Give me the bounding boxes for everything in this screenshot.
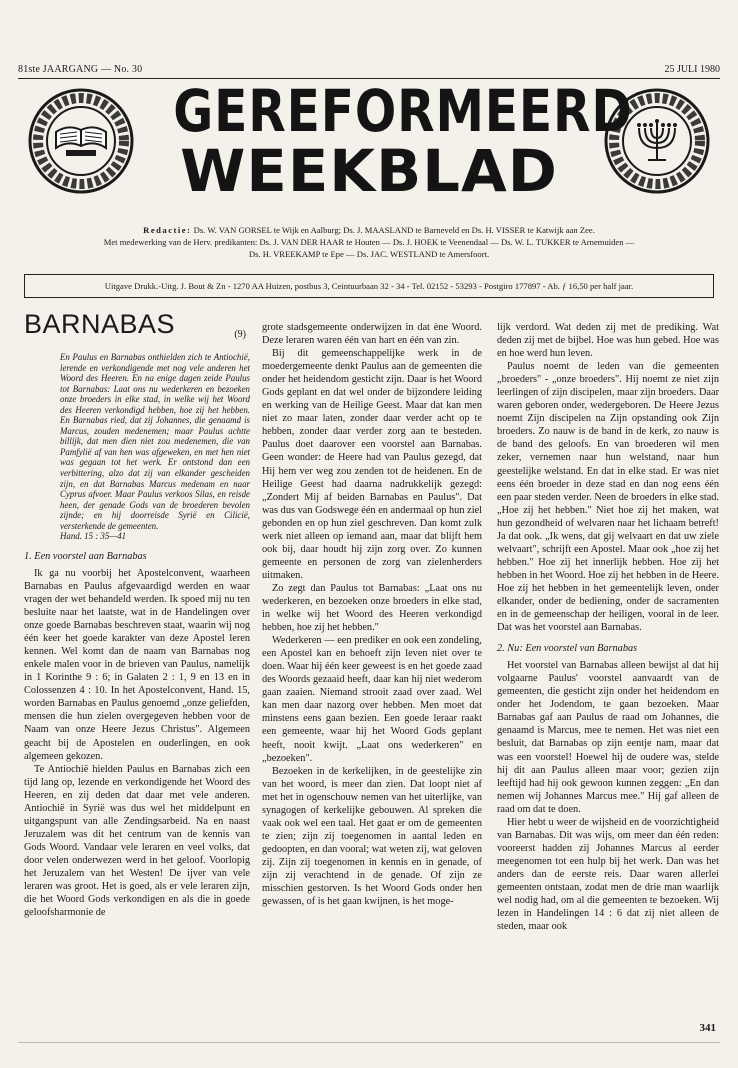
redactie-text: Ds. W. VAN GORSEL te Wijk en Aalburg; Ds. J. MAASLAND te Barneveld en Ds. H. VISSER te Katwijk aan Zee. <box>193 225 595 235</box>
column-1 <box>24 309 250 919</box>
column-3 <box>497 321 719 933</box>
paragraph: Bij dit gemeenschappelijke werk in de moedergemeente denkt Paulus aan de gemeenten die onder het heidendom gesticht zijn. Daar is het Woord Gods geplant en dat wel onder de bijzondere leiding en werking van de Heilige Geest. Maar dat kan men niet zo maar laten, zonder daar verder acht op te hebben, zonder daar verder zorg aan te besteden. Paulus doet daarover een voorstel aan Barnabas. Geen wonder: de Heere had van Paulus gezegd, dat Hij hem ver weg zou zenden tot de heidenen. En de Heilige Geest had daarna nadrukkelijk gezegd: „Zondert Mij af beiden Barnabas en Paulus". Dat was dus van Godswege één en andermaal op hun ziel gebonden en op hun ziel geschreven. Dan komt zulk werk niet alleen op iemand aan, maar dat blijft hem ook bij, daar houdt hij zijn zorg over. Zo kunnen gemeente en personen de zorg van zielenherders uitmaken. <box>262 348 482 581</box>
credits-line-2: Met medewerking van de Herv. predikanten: Ds. J. VAN DER HAAR te Houten — Ds. J. HOEK te Veenendaal — Ds. W. L. TUKKER te Arnemuiden — <box>103 237 635 247</box>
scripture-reference: Hand. 15 : 35—41 <box>60 531 127 542</box>
issue-date: 25 JULI 1980 <box>664 64 720 75</box>
paragraph: Bezoeken in de kerkelijken, in de geestelijke zin van het woord, is meer dan zien. Dat loopt niet af met het in ogenschouw nemen van het uiterlijke, van synagogen of kerkelijke gebouwen. Al spreken die vaak ook wel een taal. Het gaat er om de gemeenten te zien; zijn zij toegenomen in aantal leden en gedoopten, en dan vooral; wat weten zij, wat geloven zij. Zijn zij toegenomen in kennis en in genade, of zijn zij verachtend in de genade. Of zijn ze misschien gestorven. Is het Woord Gods onder hen gewassen, of is het gaan kwijnen, is het moge- <box>262 765 482 908</box>
credits-line-3: Ds. H. VREEKAMP te Epe — Ds. JAC. WESTLAND te Amersfoort. <box>248 249 490 259</box>
masthead-line-1: GEREFORMEERD <box>173 77 633 145</box>
publisher-box: Uitgave Drukk.-Uitg. J. Bout & Zn - 1270 AA Huizen, postbus 3, Ceintuurbaan 32 - 34 - Tel. 02152 - 53293 - Postgiro 177897 - Ab. ƒ 16,50 per half jaar. <box>24 274 714 298</box>
paragraph: Hier hebt u weer de wijsheid en de voorzichtigheid van Barnabas. Dit was wijs, om meer dan één reden: vooreerst hadden zij Johannes Marcus al eerder meegenomen tot een hulp bij het werk. Dan was het anders dan de eerste reis. Daar waren allerlei gemeenten ontstaan, zodat men de drie man waarlijk wel nodig had, om al die gemeenten te bezoeken. Wij lezen in Handelingen 14 : 6 dat zij niet alleen de steden, maar ook <box>497 816 719 933</box>
paragraph: Te Antiochië hielden Paulus en Barnabas zich een tijd lang op, lezende en verkondigende het Woord des Heeren, en zij deden dat daar met vele anderen. Antiochië in Syrië was dus wel het middelpunt en uitgangspunt van alle Zendingsarbeid. Na en naast Jeruzalem was dit het centrum van de kennis van Gods Woord. Vandaar vele leraren en veel volks, dat door velen onderwezen werd in het geloof. Voorlopig het Jeruzalem van het Westen! De ijver van vele leraren was groot. Het is goed, als er vele leraren zijn, die het Woord Gods verkondigen en als die in goede geloofsharmonie de <box>24 763 250 919</box>
paragraph: Wederkeren — een prediker en ook een zondeling, een Apostel kan en behoeft zijn leven niet over te doen. Waar hij één keer geweest is en het goede zaad des Woords gezaaid heeft, daar kan hij niet wederom gaan zaaien. Niemand strooit zaad over zaad. Wel kan men daar nazorg over hebben. Men moet dat minstens eens gaan bezien. Een goede leraar raakt een gemeente, waar hij het Woord Gods geplant heeft, nooit kwijt. „Laat ons wederkeren" en „bezoeken". <box>262 635 482 764</box>
article-title: BARNABAS <box>24 309 176 339</box>
column-2 <box>262 321 482 908</box>
credits <box>16 224 722 260</box>
paragraph: Ik ga nu voorbij het Apostelconvent, waarheen Barnabas en Paulus afgevaardigd werden en waar vragen der wet behandeld werden. Ik spoed mij nu ten besluite naar het laatste, wat in de Handelingen over onze goede Barnabas beschreven staat, waarin wij nog één keer het goede karakter van deze Apostel leren kennen. Wel komt dan de naam van Barnabas nog enkele malen voor in de brieven van Paulus, namelijk in 1 Korinthe 9 : 6; in Galaten 2 : 1, 9 en 13 en in Colossenzen 4 : 10. In het Apostelconvent, Hand. 15, worden Barnabas en Paulus genoemd „onze geliefden, mensen die hun zielen overgegeven hebben voor de Naam van onze Heere Jezus Christus". Algemeen geacht bij de Apostelen en ouderlingen, en ook algemeen gekozen. <box>24 567 250 762</box>
paragraph: Het voorstel van Barnabas alleen bewijst al dat hij volgaarne Paulus' voorstel aanvaardt van de gemeenten, die gesticht zijn onder het heidendom en onder het Jodendom, te gaan bezoeken. Maar Barnabas gaf aan Paulus de raad om Johannes, die genaamd is Marcus, mee te nemen. Het was niet een besluit, dat Barnabas op zijn eentje nam, maar dat was een voorstel! Hoewel hij de oudere was, stelde hij dit aan Paulus alleen maar voor; gezien zijn leeftijd had hij ook gewoon kunnen zeggen: „En dan nemen wij Johannes Marcus mee." Hij gaf alleen de raad om dat te doen. <box>497 660 719 815</box>
masthead-line-2: WEEKBLAD <box>180 137 558 205</box>
left-seal-icon <box>28 88 134 194</box>
paragraph: Zo zegt dan Paulus tot Barnabas: „Laat ons nu wederkeren, en bezoeken onze broeders in elke stad, in welke wij het Woord des Heeren verkondigd hebben, hoe zij het hebben." <box>262 582 482 634</box>
paragraph: lijk verdord. Wat deden zij met de prediking. Wat deden zij met de bijbel. Hoe was hun gebed. Hoe was en hoe werd hun leven. <box>497 322 719 360</box>
section-1-heading: 1. Een voorstel aan Barnabas <box>24 550 147 562</box>
paragraph: Paulus noemt de leden van die gemeenten „broeders" - „onze broeders". Hij noemt ze niet zijn leerlingen of zijn discipelen, maar zijn broeders. Daar waren geboren onder, wedergeboren. De Heere Jezus noemt Zijn discipelen na Zijn opstanding ook Zijn broeders. Zo nauw is de band in de kerk, zo nauw is de band des geloofs. En van broederen wil men zeker, vernemen naar hun welstand, naar hun geestelijke welstand. En dat in elke stad. Er was niet eens één broeder in deze stad en dan nog eens één een paar steden verder. Neen de broeders in elke stad. „Hoe zij het hebben." Niet hoe zij het maken, wat hun gezondheid of welvaren naar het lichaam betreft! Ja dat ook. „Ik wens, dat gij welvaart en dat uw ziele welvaart", schrijft een Apostel. Maar ook „hoe zij het hebben." Hoe zij het innerlijk hebben. Hoe zij het hebben in het Woord. Hoe zij het hebben in de Heere. Hoe zij het hebben in het gemeentelijk leven, onder elkander, onder de bediening, onder de sacramenten en in de gemeenschap der heiligen, vooral in de leer. Dat was het voorstel aan Barnabas. <box>497 361 719 634</box>
issue-line: 81ste JAARGANG — No. 30 <box>18 64 143 75</box>
article-number: (9) <box>234 329 246 340</box>
section-2-heading: 2. Nu: Een voorstel van Barnabas <box>497 643 638 655</box>
page-number: 341 <box>699 1022 716 1034</box>
bottom-rule <box>18 1042 720 1043</box>
redactie-label: Redactie: <box>143 225 192 235</box>
scripture-quote: En Paulus en Barnabas onthielden zich te Antiochië, lerende en verkondigende met nog vele anderen het Woord des Heeren. En na enige dagen zeide Paulus tot Barnabas: Laat ons nu wederkeren en bezoeken onze broeders in elke stad, in welke wij het Woord des Heeren verkondigd hebben, hoe zij het hebben. En Barnabas ried, dat zij Johannes, die genaamd is Marcus, zouden medenemen; maar Paulus achtte billijk, dat men dien niet zou medenemen, die van Pamfylië af van hen was afgeweken, en met hen niet was gegaan tot het werk. Er ontstond dan een verbittering, alzo dat zij van elkander gescheiden zijn, en dat Barnabas Marcus medenam en naar Cyprus afvoer. Maar Paulus verkoos Silas, en reisde heen, der genade Gods van de broederen bevolen zijnde; en hij doorreisde Syrië en Cilicië, versterkende de gemeenten. <box>60 352 250 531</box>
paragraph: grote stadsgemeente onderwijzen in dat ène Woord. Deze leraren waren één van hart en één van zin. <box>262 322 482 347</box>
